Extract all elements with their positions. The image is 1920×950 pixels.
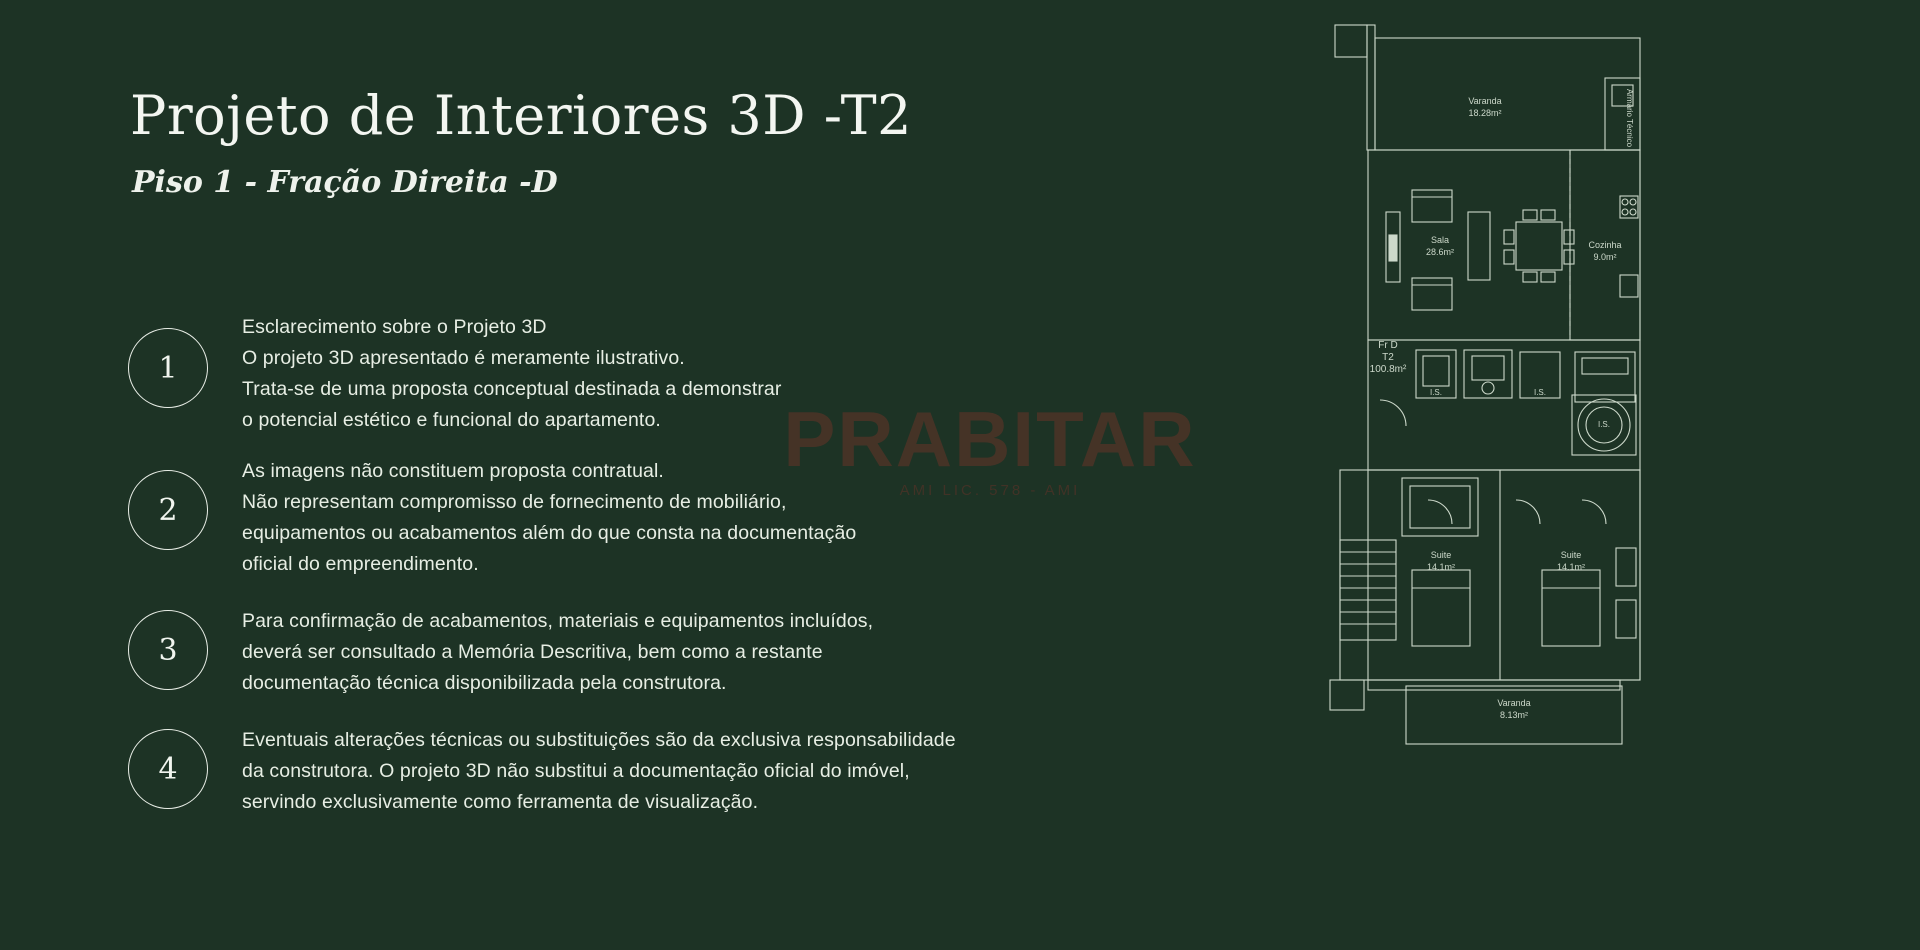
- note-line: da construtora. O projeto 3D não substitui a documentação oficial do imóvel,: [242, 760, 910, 782]
- room-label: Sala: [1430, 235, 1450, 245]
- page-subtitle: Piso 1 - Fração Direita -D: [132, 164, 558, 200]
- room-area: 8.13m²: [1499, 710, 1529, 720]
- room-label: Suite: [1430, 550, 1452, 560]
- watermark-text: PRABITAR: [783, 395, 1197, 483]
- page-title: Projeto de Interiores 3D -T2: [130, 84, 912, 148]
- fraction-area: 100.8m²: [1369, 364, 1407, 375]
- note-line: Trata-se de uma proposta conceptual destinada a demonstrar: [242, 378, 782, 400]
- note-number: 3: [128, 610, 208, 690]
- room-area: 28.6m²: [1425, 247, 1455, 257]
- note-line: Esclarecimento sobre o Projeto 3D: [242, 316, 547, 338]
- note-line: servindo exclusivamente como ferramenta de visualização.: [242, 791, 759, 813]
- note-body: [242, 310, 781, 436]
- note-number: 1: [128, 328, 208, 408]
- floorplan-drawing: [1320, 0, 1920, 950]
- note-number: 4: [128, 729, 208, 809]
- note-body: [242, 604, 873, 699]
- note-number: 2: [128, 470, 208, 550]
- fraction-label: Fr D: [1378, 340, 1398, 351]
- note-line: Para confirmação de acabamentos, materiais e equipamentos incluídos,: [242, 610, 874, 632]
- room-label: Varanda: [1497, 698, 1531, 708]
- list-item: [128, 454, 1248, 580]
- room-label: Suite: [1560, 550, 1582, 560]
- note-body: [242, 454, 856, 580]
- room-label: I.S.: [1429, 388, 1443, 397]
- notes-list: [128, 310, 1248, 842]
- note-line: o potencial estético e funcional do apartamento.: [242, 409, 661, 431]
- room-label: Cozinha: [1588, 240, 1622, 250]
- note-line: O projeto 3D apresentado é meramente ilustrativo.: [242, 347, 685, 369]
- note-body: [242, 723, 956, 818]
- note-line: equipamentos ou acabamentos além do que consta na documentação: [242, 522, 857, 544]
- room-area: 14.1m²: [1426, 562, 1456, 572]
- room-area: 9.0m²: [1593, 252, 1617, 262]
- watermark-subtext: AMI LIC. 578 - AMI: [899, 482, 1081, 499]
- note-line: deverá ser consultado a Memória Descritiva, bem como a restante: [242, 641, 823, 663]
- note-line: Não representam compromisso de fornecimento de mobiliário,: [242, 491, 787, 513]
- note-line: Eventuais alterações técnicas ou substituições são da exclusiva responsabilidade: [242, 729, 956, 751]
- list-item: [128, 310, 1248, 436]
- note-line: oficial do empreendimento.: [242, 553, 479, 575]
- list-item: [128, 604, 1248, 699]
- list-item: [128, 723, 1248, 818]
- fraction-typology: T2: [1382, 352, 1394, 363]
- room-area: 18.28m²: [1468, 108, 1502, 118]
- room-label: I.S.: [1533, 388, 1547, 397]
- note-line: documentação técnica disponibilizada pela construtora.: [242, 672, 727, 694]
- floorplan: [1320, 0, 1920, 950]
- note-line: As imagens não constituem proposta contratual.: [242, 460, 664, 482]
- room-label: Armário Técnico: [1625, 88, 1634, 148]
- room-label: Varanda: [1468, 96, 1502, 106]
- room-area: 14.1m²: [1556, 562, 1586, 572]
- room-label: I.S.: [1597, 420, 1611, 429]
